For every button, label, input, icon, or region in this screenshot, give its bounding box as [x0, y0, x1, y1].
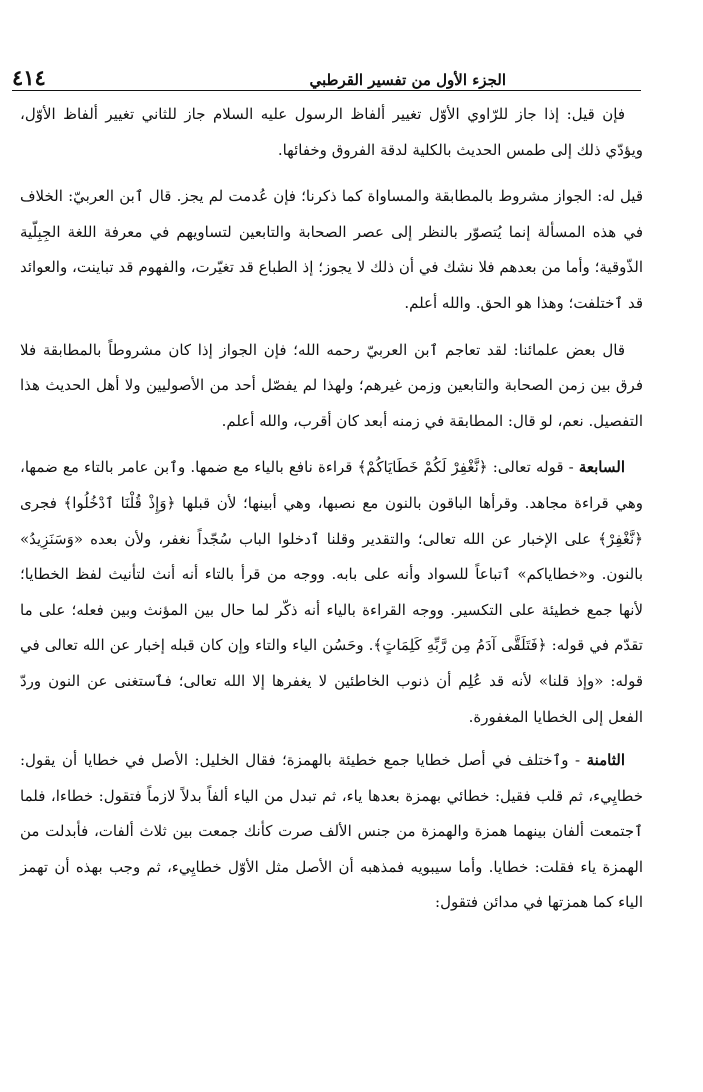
paragraph-text: - قوله تعالى: ﴿نَّغْفِرْ لَكُمْ خَطَايَاكُمْ﴾ قراءة نافع بالياء مع ضمها. وٱبن عامر بالتاء مع ضمها، وهي قراءة مجاهد. وقرأها الباقون بالنون مع نصبها، وهي أبينها؛ لأن قبلها ﴿وَإِذْ قُلْنَا ٱدْخُلُوا﴾ فجرى ﴿نَّغْفِرْ﴾ على الإخبار عن الله تعالى؛ والتقدير وقلنا ٱدخلوا الباب سُجّداً نغفر، ولأن بعده «وَسَنَزِيدُ» بالنون. و«خطاياكم» ٱتباعاً للسواد وأنه على بابه. ووجه من قرأ بالتاء أنه أنث لتأنيث لفظ الخطايا؛ لأنها جمع خطيئة على التكسير. ووجه القراءة بالياء أنه ذكّر لما حال بين المؤنث وبين فعله؛ على ما تقدّم في قوله: ﴿فَتَلَقَّى آدَمُ مِن رَّبِّهِ كَلِمَاتٍ﴾. وحَسُن الياء والتاء وإن كان قبله إخبار عن الله تعالى في قوله: «وإذ قلنا» لأنه قد عُلِم أن ذنوب الخاطئين لا يغفرها إلا الله تعالى؛ فٱستغنى عن النون وردّ الفعل إلى الخطايا المغفورة.	[20, 458, 643, 726]
paragraph	[20, 450, 643, 735]
paragraph-text: قال بعض علمائنا: لقد تعاجم ٱبن العربيّ رحمه الله؛ فإن الجواز إذا كان مشروطاً بالمطابقة فلا فرق بين زمن الصحابة والتابعين وزمن غيرهم؛ ولهذا لم يفصّل أحد من الأصوليين ولا أهل الحديث هذا التفصيل. نعم، لو قال: المطابقة في زمنه أبعد كان أقرب، والله أعلم.	[20, 340, 643, 430]
page-header	[12, 52, 641, 91]
paragraph-lead: الثامنة	[586, 751, 625, 770]
paragraph	[20, 743, 643, 921]
paragraph-text: - وٱختلف في أصل خطايا جمع خطيئة بالهمزة؛ فقال الخليل: الأصل في خطايا أن يقول: خطايِيء، ثم قلب فقيل: خطائي بهمزة بعدها ياء، ثم تبدل من الياء ألفاً بدلاً لازماً فتقول: خطاءا، فلما ٱجتمعت ألفان بينهما همزة والهمزة من جنس الألف صرت كأنك جمعت بين ثلاث ألفات، فأبدلت من الهمزة ياء فقلت: خطايا. وأما سيبويه فمذهبه أن الأصل مثل الأوّل خطايِيء، ثم وجب بهذه أن تهمز الياء كما همزتها في مدائن فتقول:	[20, 751, 643, 912]
paragraph-text: فإن قيل: إذا جاز للرّاوي الأوّل تغيير ألفاظ الرسول عليه السلام جاز للثاني تغيير ألفاظ الأوّل، ويؤدّي ذلك إلى طمس الحديث بالكلية لدقة الفروق وخفائها.	[20, 105, 643, 159]
paragraph	[20, 97, 643, 168]
running-title: الجزء الأول من تفسير القرطبي	[309, 71, 506, 89]
paragraph	[20, 179, 643, 321]
paragraph-lead: السابعة	[578, 458, 625, 477]
page-number: ٤١٤	[12, 65, 46, 90]
paragraph-text: قيل له: الجواز مشروط بالمطابقة والمساواة كما ذكرنا؛ فإن عُدمت لم يجز. قال ٱبن العربيّ: الخلاف في هذه المسألة إنما يُتصوّر بالنظر إلى عصر الصحابة والتابعين لتساويهم في معرفة اللغة الجِبِلّية الذّوقية؛ وأما من بعدهم فلا نشك في أن ذلك لا يجوز؛ إذ الطباع قد تغيّرت، والفهوم قد تباينت، والعوائد قد ٱختلفت؛ وهذا هو الحق. والله أعلم.	[20, 187, 643, 312]
paragraph	[20, 333, 643, 440]
page-body	[20, 97, 643, 932]
